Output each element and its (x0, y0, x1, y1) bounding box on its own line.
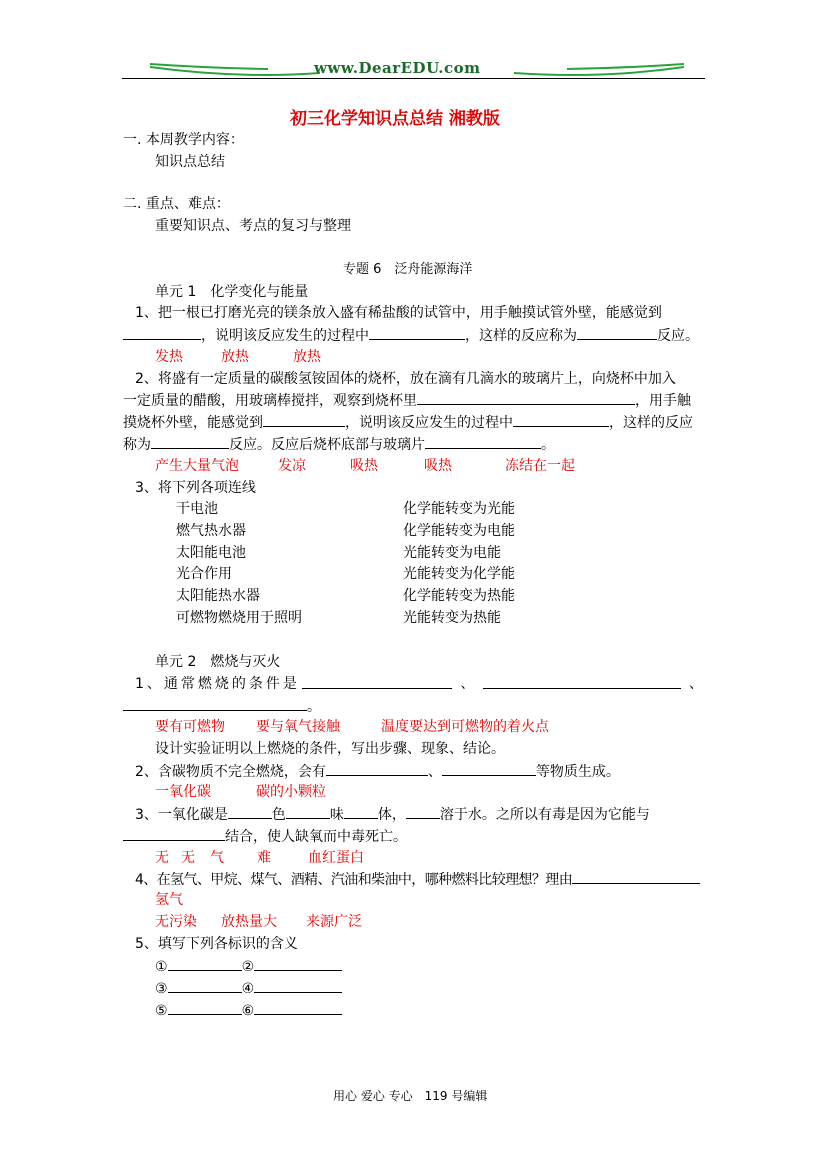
mark-3: ③ (155, 981, 168, 997)
blank (513, 413, 609, 427)
u2q4-answer-b3: 来源广泛 (306, 914, 362, 930)
u2q3-answer-5: 血红蛋白 (308, 850, 364, 866)
q3-left-4: 光合作用 (176, 566, 232, 582)
u2q3-line-b: 结合，使人缺氧而中毒死亡。 (123, 827, 407, 846)
mark-6: ⑥ (241, 1003, 255, 1019)
q1-line-b: ，说明该反应发生的过程中 ，这样的反应称为 反应。 (123, 326, 699, 345)
blank (326, 762, 428, 776)
q3-left-3: 太阳能电池 (176, 545, 246, 561)
section-1-body: 知识点总结 (155, 154, 225, 170)
section-1-heading: 一. 本周教学内容： (123, 132, 244, 148)
q1-answer-3: 放热 (293, 349, 321, 365)
q3-left-1: 干电池 (176, 501, 218, 517)
blank (151, 435, 229, 449)
unit-1-heading: 单元 1 化学变化与能量 (155, 284, 309, 300)
blank (123, 326, 201, 340)
q3-right-3: 光能转变为电能 (403, 545, 501, 561)
blank (302, 675, 452, 689)
section-2-body: 重要知识点、考点的复习与整理 (155, 218, 351, 234)
q2-answer-2: 发凉 (278, 458, 306, 474)
blank (263, 413, 345, 427)
q2-line-a: 2、将盛有一定质量的碳酸氢铵固体的烧杯，放在滴有几滴水的玻璃片上，向烧杯中加入 (135, 371, 676, 387)
blank (577, 326, 657, 340)
mark-5: ⑤ (155, 1003, 168, 1019)
q1-answer-1: 发热 (155, 349, 183, 365)
u2q3-answer-3: 气 (210, 850, 224, 866)
unit-2-heading: 单元 2 燃烧与灭火 (155, 654, 281, 670)
q3-right-6: 光能转变为热能 (403, 610, 501, 626)
q2-line-d: 称为 反应。反应后烧杯底部与玻璃片 。 (123, 437, 555, 453)
u2q1-answer-2: 要与氧气接触 (256, 719, 340, 735)
q2-line-b: 一定质量的醋酸，用玻璃棒搅拌，观察到烧杯里 ，用手触 (123, 393, 691, 409)
u2q3-answer-2: 无 (181, 850, 195, 866)
blank (168, 1001, 242, 1015)
logo-swoosh-right (512, 60, 687, 76)
q1-line-a: 1、把一根已打磨光亮的镁条放入盛有稀盐酸的试管中，用手触摸试管外壁，能感觉到 (135, 305, 662, 321)
logo-text: www.DearEDU.com (314, 59, 481, 77)
blank (286, 805, 330, 819)
blank (168, 979, 242, 993)
logo-swoosh-left (148, 60, 323, 76)
q2-line-c: 摸烧杯外壁，能感觉到 ，说明该反应发生的过程中 ，这样的反应 (123, 415, 693, 431)
q1-answer-2: 放热 (221, 349, 249, 365)
blank (417, 391, 635, 405)
blank (228, 805, 272, 819)
u2q1-line-a: 1、通常燃烧的条件是 、 、 (135, 676, 703, 692)
q3-right-4: 光能转变为化学能 (403, 566, 515, 582)
blank (254, 957, 342, 971)
mark-1: ① (155, 959, 168, 975)
q3-right-5: 化学能转变为热能 (403, 588, 515, 604)
u2q4-answer-a: 氢气 (155, 892, 183, 908)
u2q5-row-1 (155, 957, 342, 976)
blank (168, 957, 242, 971)
blank (123, 697, 307, 711)
topic-heading: 专题 6 泛舟能源海洋 (343, 262, 473, 277)
q3-right-2: 化学能转变为电能 (403, 523, 515, 539)
q3-left-5: 太阳能热水器 (176, 588, 260, 604)
blank (254, 979, 342, 993)
blank (123, 827, 225, 841)
mark-4: ④ (241, 981, 255, 997)
blank (254, 1001, 342, 1015)
blank (425, 435, 541, 449)
q3-right-1: 化学能转变为光能 (403, 501, 515, 517)
u2q5-row-3 (155, 1001, 342, 1020)
mark-2: ② (241, 959, 255, 975)
u2q1-answer-1: 要有可燃物 (155, 719, 225, 735)
q2-answer-1: 产生大量气泡 (155, 458, 239, 474)
q3-heading: 3、将下列各项连线 (135, 480, 256, 496)
u2q5-row-2 (155, 979, 342, 998)
u2q3-answer-1: 无 (155, 850, 169, 866)
blank (483, 675, 681, 689)
blank (406, 805, 440, 819)
q3-left-6: 可燃物燃烧用于照明 (176, 610, 302, 626)
section-2-heading: 二. 重点、难点： (123, 196, 230, 212)
u2q3-answer-4: 难 (257, 850, 271, 866)
u2q2-answer-2: 碳的小颗粒 (256, 784, 326, 800)
u2q1-line-b: 。 (123, 697, 321, 716)
q2-answer-4: 吸热 (424, 458, 452, 474)
u2q1-line-c: 设计实验证明以上燃烧的条件，写出步骤、现象、结论。 (155, 741, 505, 757)
page-title: 初三化学知识点总结 湘教版 (290, 109, 500, 129)
u2q2-line: 2、含碳物质不完全燃烧，会有 、 等物质生成。 (135, 764, 620, 780)
u2q4-answer-b1: 无污染 (155, 914, 197, 930)
u2q4-line: 4、在氢气、甲烷、煤气、酒精、汽油和柴油中，哪种燃料比较理想？理由 (135, 870, 700, 889)
header-rule (122, 78, 705, 79)
u2q5-heading: 5、填写下列各标识的含义 (135, 936, 298, 952)
u2q3-line-a: 3、一氧化碳是 色 味 体， 溶于水。之所以有毒是因为它能与 (135, 807, 650, 823)
blank (572, 870, 700, 884)
u2q2-answer-1: 一氧化碳 (155, 784, 211, 800)
blank (369, 326, 465, 340)
blank (442, 762, 536, 776)
page-footer: 用心 爱心 专心 119 号编辑 (333, 1089, 488, 1103)
q2-answer-5: 冻结在一起 (505, 458, 575, 474)
blank (344, 805, 378, 819)
u2q1-answer-3: 温度要达到可燃物的着火点 (381, 719, 549, 735)
q2-answer-3: 吸热 (350, 458, 378, 474)
u2q4-answer-b2: 放热量大 (221, 914, 277, 930)
q3-left-2: 燃气热水器 (176, 523, 246, 539)
